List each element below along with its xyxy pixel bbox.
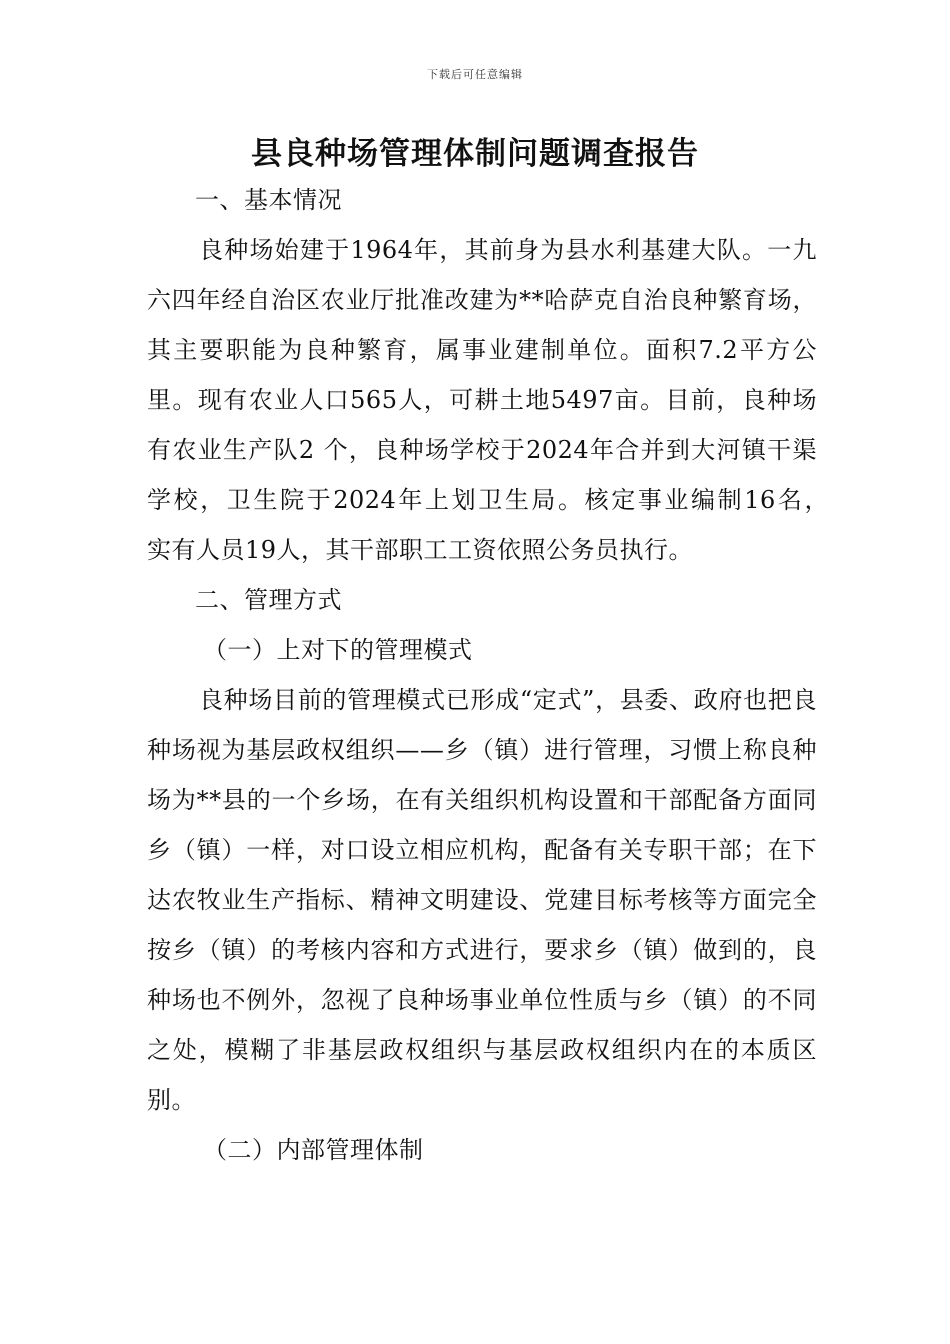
header-note: 下载后可任意编辑: [427, 68, 523, 81]
paragraph-top-down-model: 良种场目前的管理模式已形成“定式”，县委、政府也把良种场视为基层政权组织——乡（镇）进行管理，习惯上称良种场为**县的一个乡场，在有关组织机构设置和干部配备方面同乡（镇）一样，对口设立相应机构，配备有关专职干部；在下达农牧业生产指标、精神文明建设、党建目标考核等方面完全按乡（镇）的考核内容和方式进行，要求乡（镇）做到的，良种场也不例外，忽视了良种场事业单位性质与乡（镇）的不同之处，模糊了非基层政权组织与基层政权组织内在的本质区别。: [147, 686, 817, 1114]
section-heading-basic-situation: 一、基本情况: [195, 186, 342, 214]
subsection-heading-internal-system: （二）内部管理体制: [203, 1136, 424, 1164]
subsection-heading-top-down-model: （一）上对下的管理模式: [203, 636, 473, 664]
document-title: 县良种场管理体制问题调查报告: [251, 136, 699, 172]
document-body: [147, 175, 842, 1175]
paragraph-basic-situation: 良种场始建于1964年，其前身为县水利基建大队。一九六四年经自治区农业厅批准改建为**哈萨克自治良种繁育场，其主要职能为良种繁育，属事业建制单位。面积7.2平方公里。现有农业人口565人，可耕土地5497亩。目前，良种场有农业生产队2 个，良种场学校于2024年合并到大河镇干渠学校，卫生院于2024年上划卫生局。核定事业编制16名， 实有人员19人，其干部职工工资依照公务员执行。: [147, 236, 842, 564]
section-heading-management-method: 二、管理方式: [195, 586, 342, 614]
